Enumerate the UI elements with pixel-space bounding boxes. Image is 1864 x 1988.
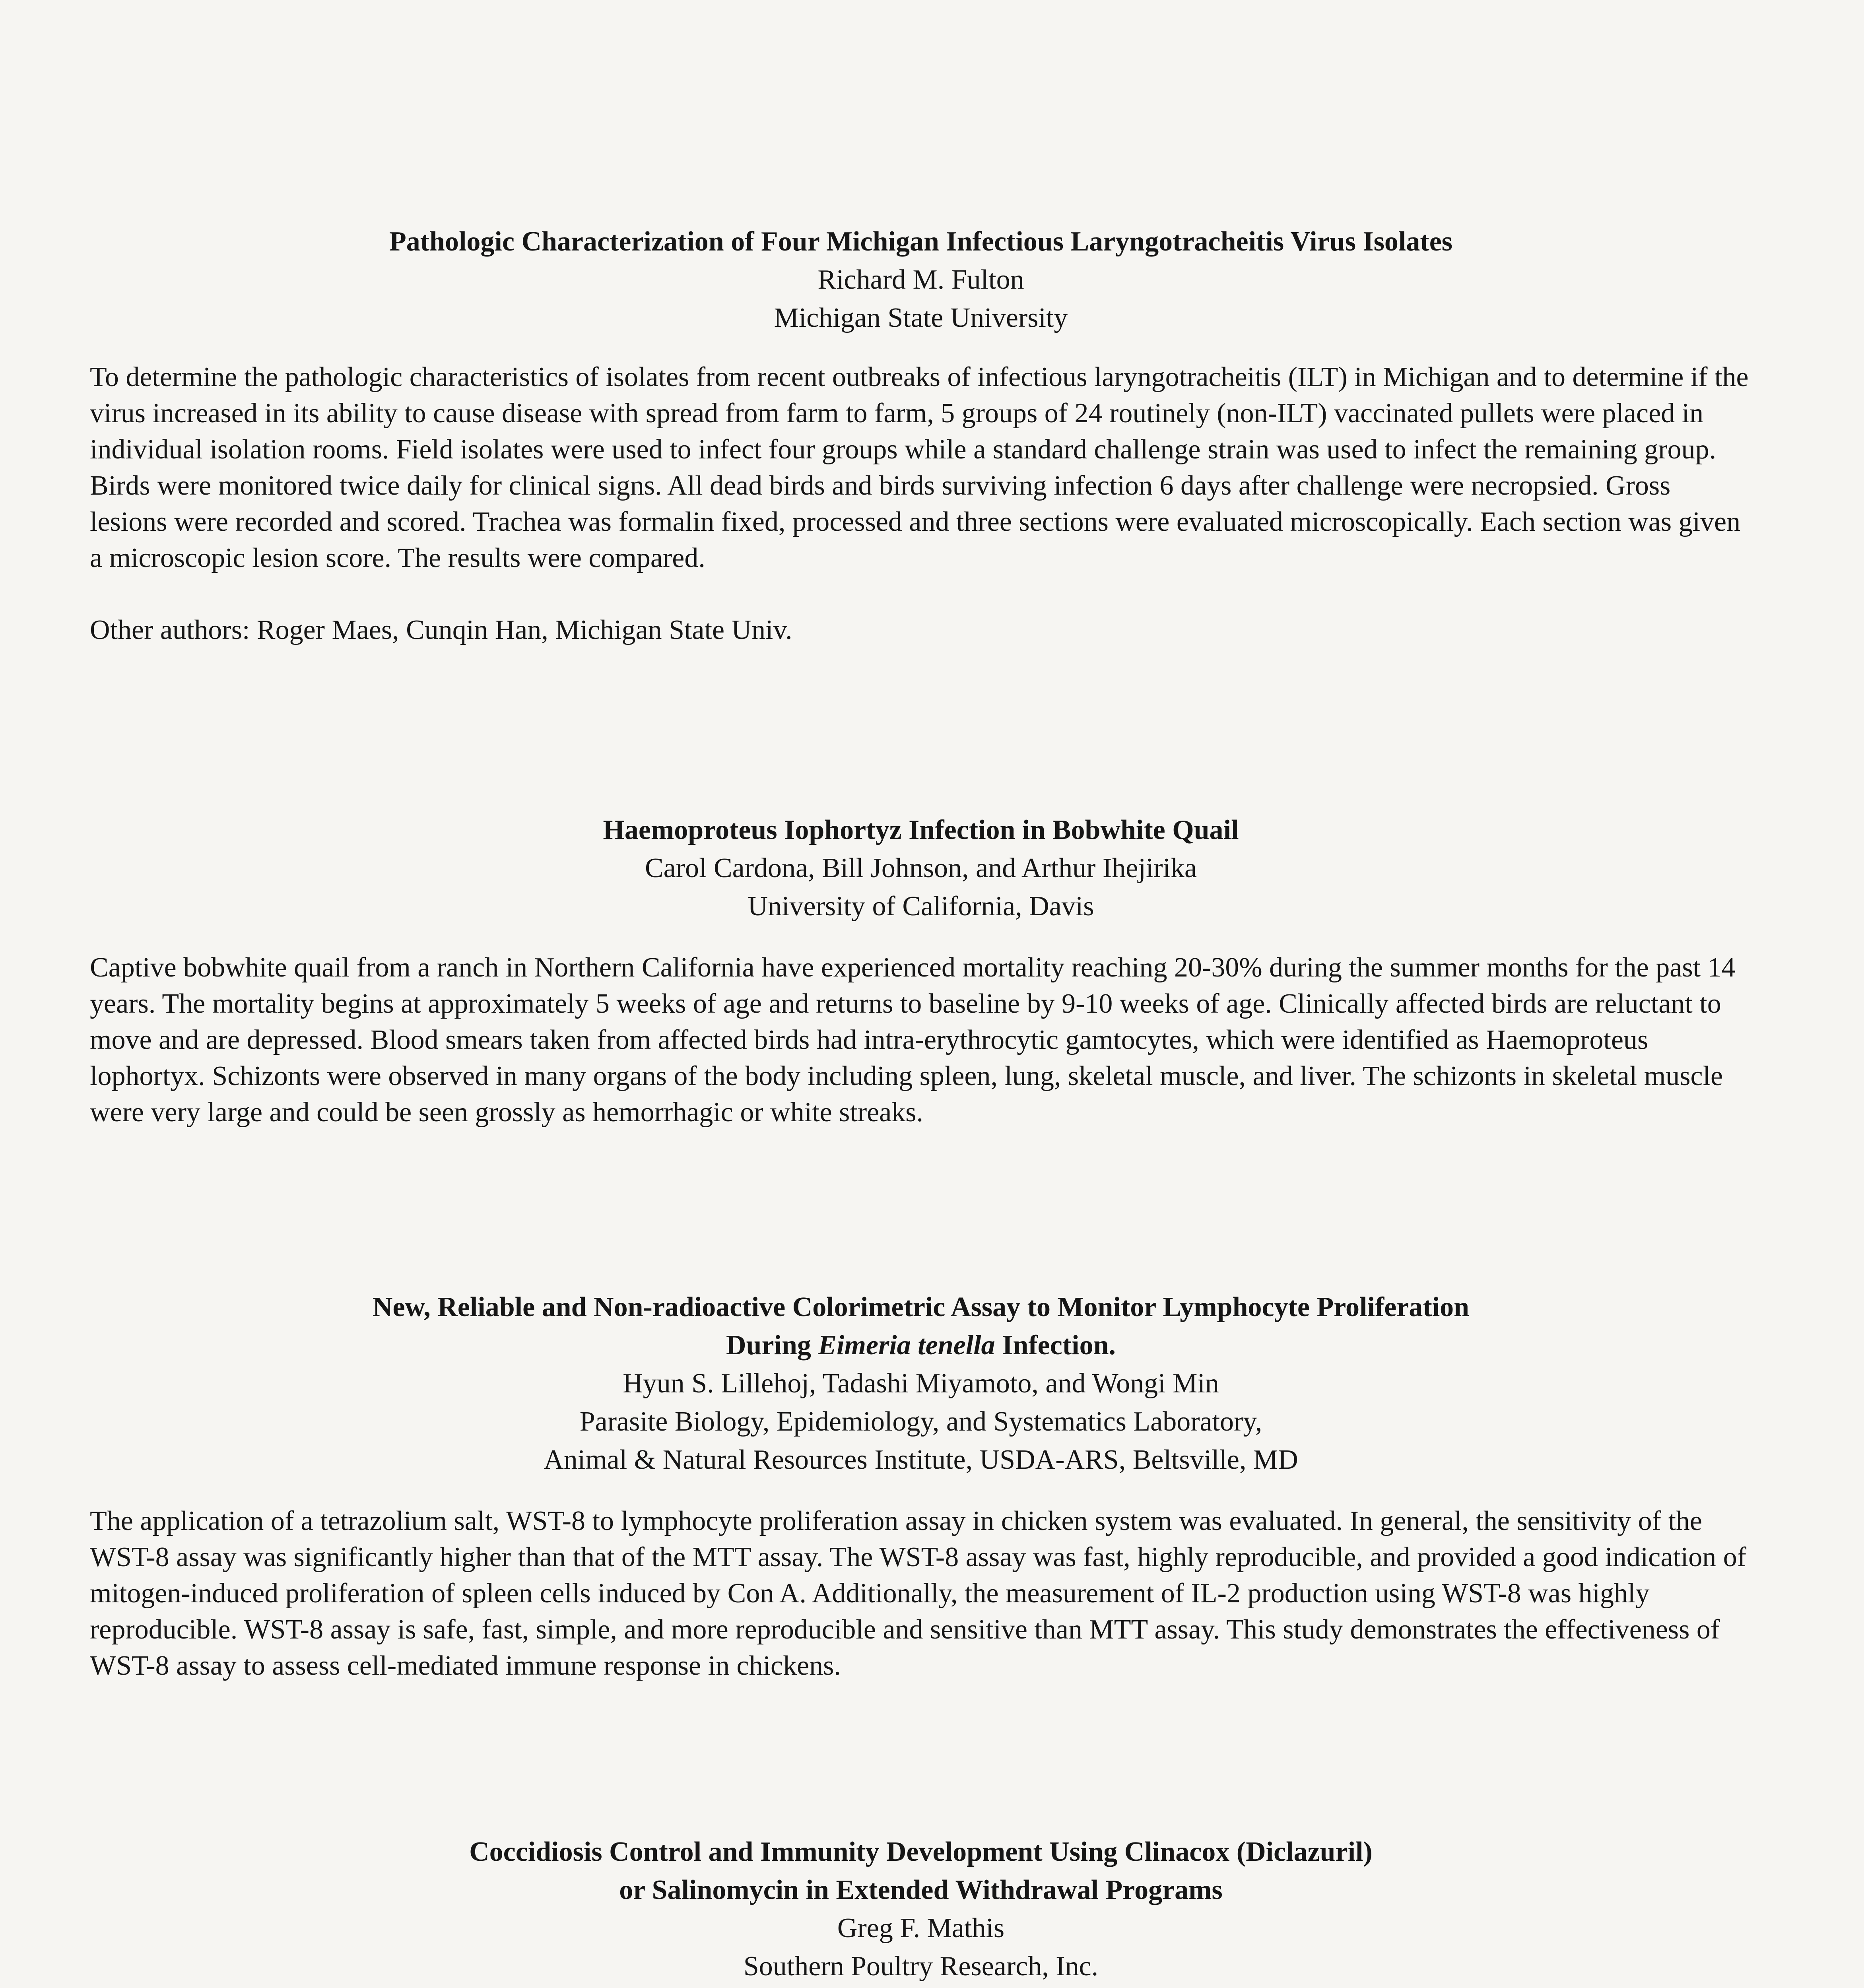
abstract-wst8-assay bbox=[90, 1288, 1752, 1684]
abstract-title-line1: New, Reliable and Non-radioactive Colorimetric Assay to Monitor Lymphocyte Proliferation bbox=[372, 1292, 1470, 1322]
abstract-title: Haemoproteus Iophortyz Infection in Bobwhite Quail bbox=[603, 815, 1239, 845]
abstract-body: The application of a tetrazolium salt, WST-8 to lymphocyte proliferation assay in chicken system was evaluated. In general, the sensitivity of the WST-8 assay was significantly higher than that of the MTT assay. The WST-8 assay was fast, highly reproducible, and provided a good indication of mitogen-induced proliferation of spleen cells induced by Con A. Additionally, the measurement of IL-2 production using WST-8 was highly reproducible. WST-8 assay is safe, fast, simple, and more reproducible and sensitive than MTT assay. This study demonstrates the effectiveness of WST-8 assay to assess cell-mediated immune response in chickens. bbox=[90, 1506, 1747, 1681]
abstract-title-line2: or Salinomycin in Extended Withdrawal Programs bbox=[619, 1875, 1223, 1905]
abstract-authors: Greg F. Mathis bbox=[837, 1913, 1005, 1943]
abstract-affiliation: Michigan State University bbox=[774, 303, 1068, 333]
title-text: Infection. bbox=[995, 1330, 1116, 1361]
title-species: Eimeria tenella bbox=[818, 1330, 995, 1361]
abstract-body: Captive bobwhite quail from a ranch in Northern California have experienced mortality reaching 20-30% during the summer months for the past 14 years. The mortality begins at approximately 5 weeks of age and returns to baseline by 9-10 weeks of age. Clinically affected birds are reluctant to move and are depressed. Blood smears taken from affected birds had intra-erythrocytic gamtocytes, which were identified as Haemoproteus lophortyx. Schizonts were observed in many organs of the body including spleen, lung, skeletal muscle, and liver. The schizonts in skeletal muscle were very large and could be seen grossly as hemorrhagic or white streaks. bbox=[90, 952, 1736, 1128]
abstract-body: To determine the pathologic characteristics of isolates from recent outbreaks of infectious laryngotracheitis (ILT) in Michigan and to determine if the virus increased in its ability to cause disease with spread from farm to farm, 5 groups of 24 routinely (non-ILT) vaccinated pullets were placed in individual isolation rooms. Field isolates were used to infect four groups while a standard challenge strain was used to infect the remaining group. Birds were monitored twice daily for clinical signs. All dead birds and birds surviving infection 6 days after challenge were necropsied. Gross lesions were recorded and scored. Trachea was formalin fixed, processed and three sections were evaluated microscopically. Each section was given a microscopic lesion score. The results were compared. bbox=[90, 362, 1749, 573]
abstract-ilt bbox=[90, 223, 1752, 648]
abstract-affiliation-line1: Parasite Biology, Epidemiology, and Systematics Laboratory, bbox=[579, 1406, 1262, 1437]
abstract-haemoproteus bbox=[90, 811, 1752, 1130]
abstract-title-line1: Coccidiosis Control and Immunity Development Using Clinacox (Diclazuril) bbox=[469, 1837, 1373, 1867]
abstract-affiliation: Southern Poultry Research, Inc. bbox=[743, 1951, 1099, 1982]
abstract-affiliation: University of California, Davis bbox=[748, 891, 1094, 922]
abstract-authors: Richard M. Fulton bbox=[817, 264, 1024, 295]
abstract-coccidiosis bbox=[90, 1833, 1752, 1988]
abstract-affiliation-line2: Animal & Natural Resources Institute, USDA-ARS, Beltsville, MD bbox=[544, 1444, 1298, 1475]
abstract-authors: Carol Cardona, Bill Johnson, and Arthur Ihejirika bbox=[645, 853, 1197, 883]
abstract-title-line2 bbox=[90, 1326, 1752, 1365]
abstract-authors: Hyun S. Lillehoj, Tadashi Miyamoto, and Wongi Min bbox=[623, 1368, 1219, 1399]
abstract-title: Pathologic Characterization of Four Michigan Infectious Laryngotracheitis Virus Isolates bbox=[389, 226, 1452, 257]
title-text: During bbox=[726, 1330, 818, 1361]
other-authors: Other authors: Roger Maes, Cunqin Han, Michigan State Univ. bbox=[90, 615, 792, 645]
